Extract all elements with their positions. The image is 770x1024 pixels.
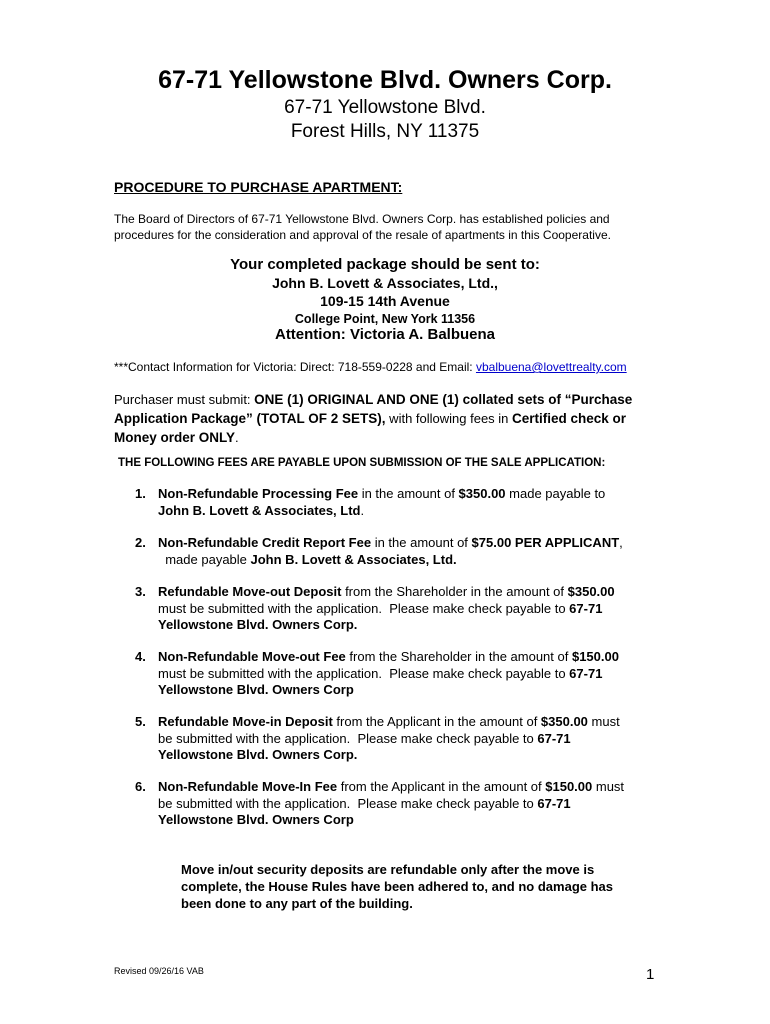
fee-payee: John B. Lovett & Associates, Ltd. <box>250 551 457 567</box>
fee-text: from the Shareholder in the amount of <box>345 649 572 664</box>
purchaser-text-2: with following fees in <box>385 411 513 426</box>
fee-title: Refundable Move-in Deposit <box>158 714 333 729</box>
fee-number: 4. <box>135 649 146 664</box>
fee-amount: $350.00 <box>458 486 506 501</box>
fee-text: from the Shareholder in the amount of <box>341 584 568 599</box>
fee-text: . <box>360 502 365 518</box>
section-heading: PROCEDURE TO PURCHASE APARTMENT: <box>114 179 403 195</box>
fee-text: from the Applicant in the amount of <box>332 714 541 729</box>
send-to-company: John B. Lovett & Associates, Ltd., <box>272 275 498 291</box>
fee-number: 6. <box>135 779 146 794</box>
fee-text: must be submitted with the application. Please make check payable to <box>158 665 570 681</box>
fee-payee: Yellowstone Blvd. Owners Corp <box>158 812 354 827</box>
purchaser-paragraph <box>114 390 632 447</box>
send-to-attention: Attention: Victoria A. Balbuena <box>274 326 496 343</box>
fee-text: , <box>619 535 623 550</box>
fees-heading: THE FOLLOWING FEES ARE PAYABLE UPON SUBMISSION OF THE SALE APPLICATION: <box>118 457 606 469</box>
address-line-1: 67-71 Yellowstone Blvd. <box>284 97 486 118</box>
send-to-heading: Your completed package should be sent to: <box>230 256 540 273</box>
purchaser-line-3 <box>114 428 632 447</box>
purchaser-text-1: Purchaser must submit: <box>114 392 255 407</box>
contact-email-link[interactable]: vbalbuena@lovettrealty.com <box>475 360 627 374</box>
purchaser-line-2 <box>114 409 632 428</box>
send-to-street: 109-15 14th Avenue <box>320 293 450 309</box>
purchaser-bold-3: Certified check or <box>512 411 627 426</box>
fee-number: 2. <box>135 535 146 550</box>
fee-amount: $350.00 <box>567 584 615 599</box>
fee-body <box>158 584 615 634</box>
fee-number: 1. <box>135 486 146 501</box>
fee-number: 5. <box>135 714 146 729</box>
fee-payee: 67-71 <box>537 730 571 746</box>
fee-amount: $350.00 <box>540 714 588 729</box>
note-line-1: Move in/out security deposits are refundable only after the move is <box>181 862 595 877</box>
fee-payee: 67-71 <box>569 665 603 681</box>
document-title: 67-71 Yellowstone Blvd. Owners Corp. <box>158 66 612 94</box>
fee-text: made payable <box>158 551 251 567</box>
fee-amount: $150.00 <box>571 649 619 664</box>
fee-payee: Yellowstone Blvd. Owners Corp <box>158 682 354 697</box>
page-number: 1 <box>646 966 655 983</box>
fee-title: Non-Refundable Move-In Fee <box>158 779 338 794</box>
contact-info <box>114 360 627 374</box>
intro-paragraph <box>114 211 611 243</box>
fee-body <box>158 714 620 764</box>
send-to-city: College Point, New York 11356 <box>294 312 476 326</box>
fee-body <box>158 486 605 519</box>
fee-payee: 67-71 <box>569 600 603 616</box>
purchaser-bold-2: Application Package” (TOTAL OF 2 SETS), <box>114 411 386 426</box>
revision-footer: Revised 09/26/16 VAB <box>114 966 204 976</box>
purchaser-bold-4: Money order ONLY <box>114 430 236 445</box>
fee-text: in the amount of <box>371 535 472 550</box>
fee-title: Non-Refundable Move-out Fee <box>158 649 346 664</box>
fee-body <box>158 535 623 568</box>
fee-text: must be submitted with the application. Please make check payable to <box>158 600 570 616</box>
fee-title: Non-Refundable Processing Fee <box>158 486 359 501</box>
note-line-3: been done to any part of the building. <box>181 896 413 911</box>
fee-text: must <box>592 779 625 794</box>
intro-line-1: The Board of Directors of 67-71 Yellowstone Blvd. Owners Corp. has established policies and <box>114 212 610 226</box>
address-line-2: Forest Hills, NY 11375 <box>290 121 480 142</box>
fee-amount: $75.00 PER APPLICANT <box>471 535 620 550</box>
fee-title: Refundable Move-out Deposit <box>158 584 342 599</box>
intro-line-2: procedures for the consideration and approval of the resale of apartments in this Cooperative. <box>114 228 611 242</box>
note-line-2: complete, the House Rules have been adhered to, and no damage has <box>181 879 613 894</box>
fee-text: made payable to <box>505 486 606 501</box>
purchaser-bold-1: ONE (1) ORIGINAL AND ONE (1) collated sets of “Purchase <box>254 392 633 407</box>
fee-title: Non-Refundable Credit Report Fee <box>158 535 372 550</box>
fee-text: in the amount of <box>358 486 459 501</box>
fee-payee: Yellowstone Blvd. Owners Corp. <box>158 617 358 632</box>
fee-payee: Yellowstone Blvd. Owners Corp. <box>158 747 358 762</box>
fee-payee: 67-71 <box>537 795 571 811</box>
fee-text: must <box>587 714 620 729</box>
fee-body <box>158 649 619 699</box>
fee-text: be submitted with the application. Please make check payable to <box>158 795 538 811</box>
purchaser-line-1 <box>114 390 632 409</box>
purchaser-text-3: . <box>235 430 239 445</box>
fee-text: be submitted with the application. Please make check payable to <box>158 730 538 746</box>
deposit-note <box>181 861 613 912</box>
fee-payee: John B. Lovett & Associates, Ltd <box>158 502 361 518</box>
fee-number: 3. <box>135 584 146 599</box>
fee-amount: $150.00 <box>545 779 593 794</box>
contact-text: ***Contact Information for Victoria: Direct: 718-559-0228 and Email: <box>114 360 476 374</box>
fee-body <box>158 779 624 829</box>
fee-text: from the Applicant in the amount of <box>337 779 546 794</box>
